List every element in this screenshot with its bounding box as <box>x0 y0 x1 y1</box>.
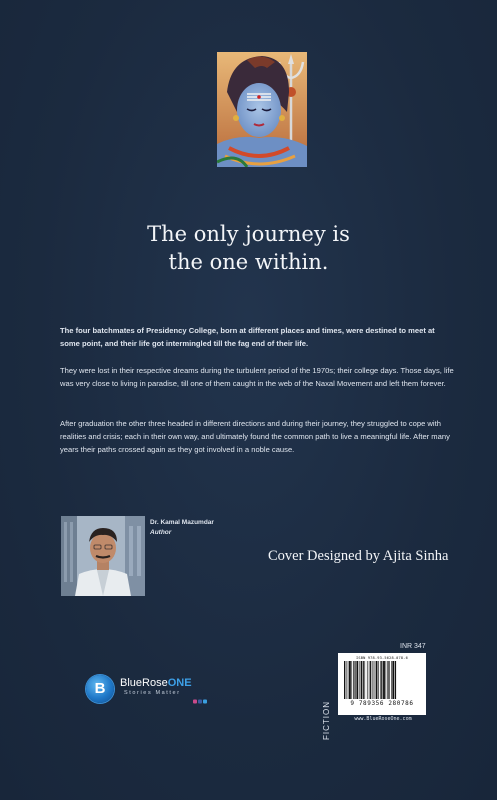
author-role: Author <box>150 529 172 536</box>
publisher-logo-icon: B <box>86 675 114 703</box>
publisher-name-accent: ONE <box>167 677 192 689</box>
tagline-line-2: the one within. <box>168 250 329 274</box>
barcode-number: 9 789356 280786 <box>350 700 414 707</box>
publisher-name-main: BlueRose <box>120 677 168 689</box>
blurb-paragraph-1: The four batchmates of Presidency College, born at different places and times, were destined to meet at some point, and their life got intermingled till the fag end of their life. <box>60 326 435 348</box>
genre-label: FICTION <box>322 701 331 740</box>
barcode-bars <box>343 661 421 699</box>
publisher-slogan: Stories Matter <box>124 690 181 696</box>
isbn-barcode <box>338 653 426 715</box>
tagline-line-1: The only journey is <box>147 222 350 246</box>
publisher-name <box>120 677 192 689</box>
isbn-text: ISBN 978-93-5628-078-6 <box>356 656 408 660</box>
blurb-paragraph-2: They were lost in their respective dreams during the turbulent period of the 1970s; their college days. Those days, life was very close to living in paradise, till one of them caught in the web of the Naxal Movement and left them forever. <box>60 366 454 388</box>
cover-design-credit: Cover Designed by Ajita Sinha <box>268 548 449 564</box>
deity-illustration <box>217 52 307 167</box>
social-media-icons <box>193 699 211 705</box>
publisher-website: www.BlueRoseOne.com <box>354 716 412 722</box>
author-name: Dr. Kamal Mazumdar <box>150 519 214 526</box>
blurb-paragraph-3: After graduation the other three headed in different directions and during their journey, they struggled to cope with realities and crisis; each in their own way, and ultimately found the common path to live a meaningful life. After many years their paths crossed again as they got involved in a noble cause. <box>60 419 450 454</box>
price-label: INR 347 <box>400 643 426 650</box>
author-photo <box>61 516 145 596</box>
